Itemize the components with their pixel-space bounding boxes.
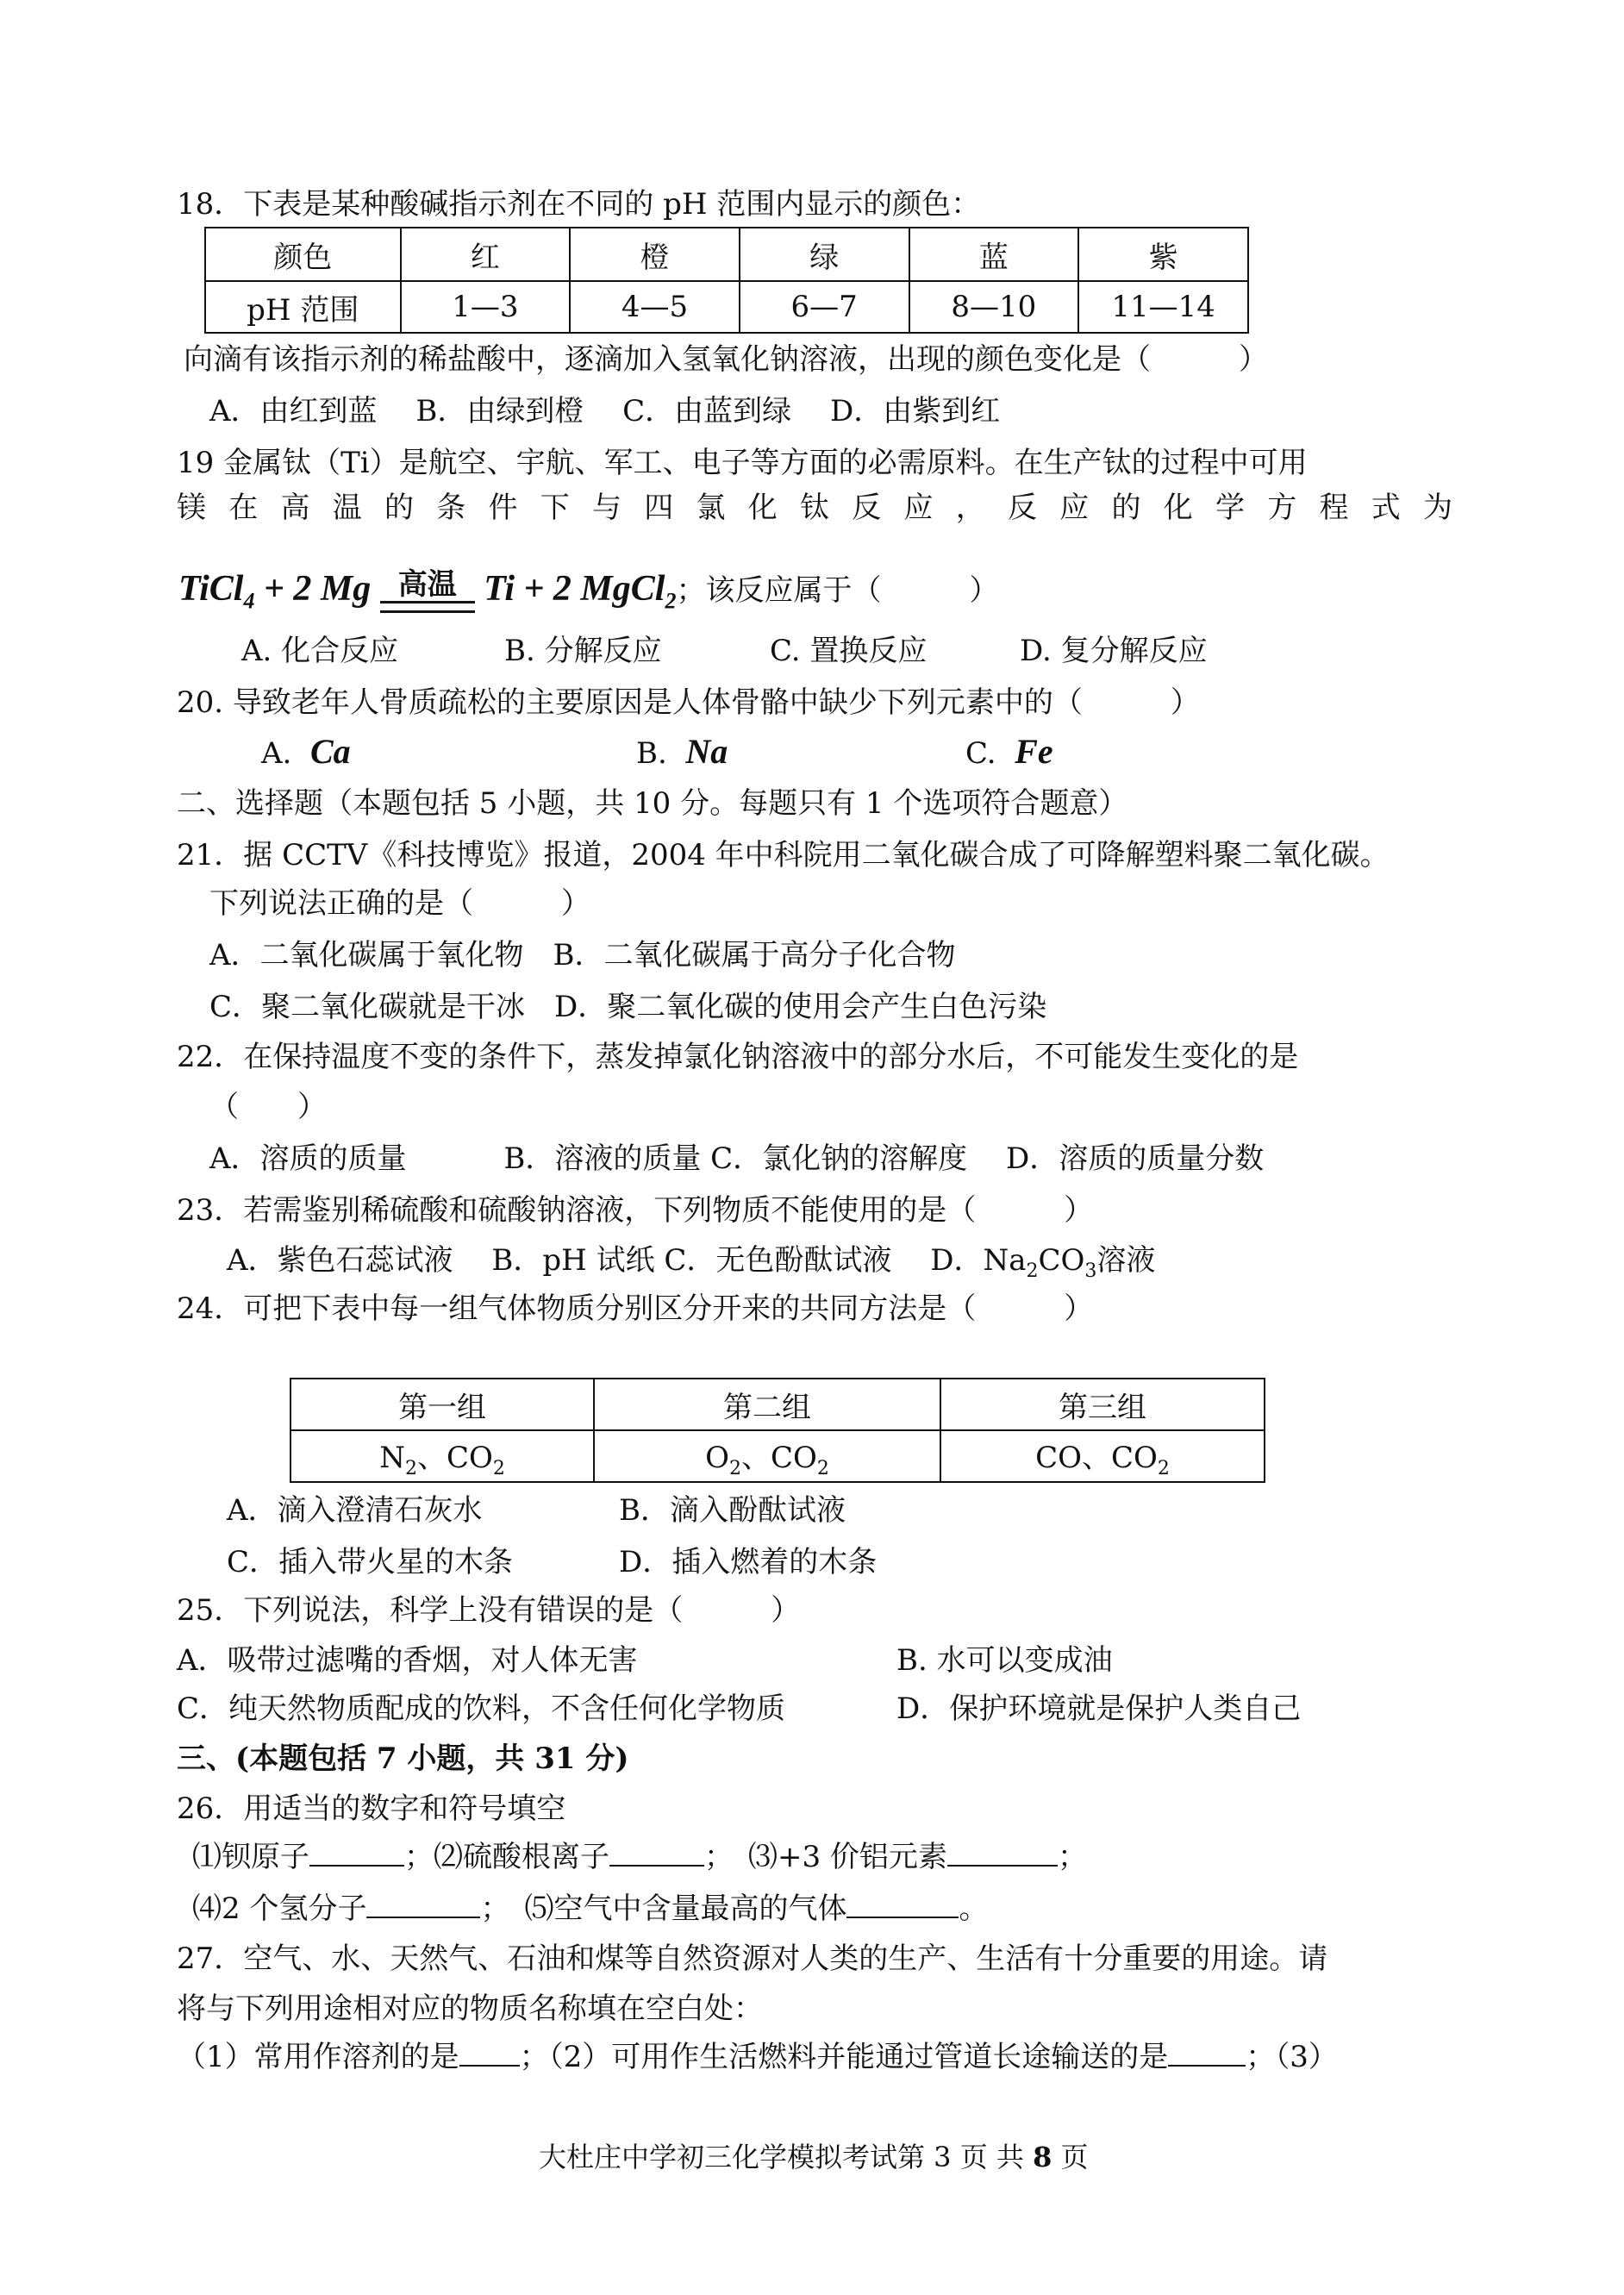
table-cell: 1—3: [401, 281, 571, 333]
table-cell: 红: [401, 228, 571, 281]
q21-options-cd: C．聚二氧化碳就是干冰 D．聚二氧化碳的使用会产生白色污染: [209, 990, 1047, 1024]
q27-line3: （1）常用作溶剂的是 ；（2）可用作生活燃料并能通过管道长途输送的是 ；（3）: [177, 2040, 1338, 2074]
table-cell: 颜色: [205, 228, 401, 281]
table-cell: 橙: [570, 228, 740, 281]
q20-option-a: A. Ca: [261, 732, 351, 771]
q19-line2: 镁 在 高 温 的 条 件 下 与 四 氯 化 钛 反 应 ， 反 应 的 化 学 方 程 式 为: [177, 491, 1452, 525]
table-cell: 4—5: [570, 281, 740, 333]
table-cell: $N_2$、$CO_2$: [290, 1430, 594, 1482]
page-footer: 大杜庄中学初三化学模拟考试第 3 页 共 8 页: [539, 2141, 1089, 2173]
q19-option-b: B. 分解反应: [504, 634, 662, 668]
q19-line1: 19 金属钛（Ti）是航空、宇航、军工、电子等方面的必需原料。在生产钛的过程中可用: [177, 446, 1308, 480]
q18-ph-table: [204, 227, 1249, 334]
q22-line2: （ ）: [209, 1090, 327, 1124]
q19-equation: TiCl$_4$ + 2 Mg 高温 Ti + 2 MgCl$_2$；该反应属于（ ）: [178, 567, 999, 614]
q24-option-b: B．滴入酚酞试液: [619, 1493, 846, 1528]
table-cell: 紫: [1078, 228, 1248, 281]
answer-blank[interactable]: [947, 1839, 1058, 1867]
q24-option-c: C．插入带火星的木条: [227, 1545, 514, 1579]
q27-line1: 27．空气、水、天然气、石油和煤等自然资源对人类的生产、生活有十分重要的用途。请: [177, 1942, 1328, 1976]
table-cell: 第三组: [940, 1379, 1265, 1430]
q24-option-d: D．插入燃着的木条: [619, 1545, 878, 1579]
q21-line2: 下列说法正确的是（ ）: [209, 886, 590, 921]
table-cell: 蓝: [909, 228, 1079, 281]
q19-option-d: D. 复分解反应: [1020, 634, 1208, 668]
q22-line1: 22．在保持温度不变的条件下，蒸发掉氯化钠溶液中的部分水后，不可能发生变化的是: [177, 1040, 1299, 1074]
table-cell: $O_2$、$CO_2$: [594, 1430, 940, 1482]
table-cell: 第一组: [290, 1379, 594, 1430]
q25-option-b: B. 水可以变成油: [896, 1643, 1113, 1678]
section-2-heading: 二、选择题（本题包括 5 小题，共 10 分。每题只有 1 个选项符合题意）: [177, 786, 1128, 821]
q26-blanks-row2: ⑷2 个氢分子 ； ⑸空气中含量最高的气体 。: [192, 1892, 989, 1926]
q23-stem: 23．若需鉴别稀硫酸和硫酸钠溶液，下列物质不能使用的是（ ）: [177, 1193, 1094, 1228]
answer-blank[interactable]: [309, 1839, 404, 1867]
q20-stem: 20. 导致老年人骨质疏松的主要原因是人体骨骼中缺少下列元素中的（ ）: [177, 685, 1200, 720]
answer-blank[interactable]: [846, 1891, 959, 1918]
table-cell: 6—7: [740, 281, 909, 333]
table-cell: 绿: [740, 228, 909, 281]
q20-option-c: C. Fe: [965, 732, 1053, 771]
answer-blank[interactable]: [1168, 2039, 1246, 2067]
q21-options-ab: A．二氧化碳属于氧化物 B．二氧化碳属于高分子化合物: [209, 938, 956, 972]
table-cell: pH 范围: [205, 281, 401, 333]
q18-options: A．由红到蓝 B．由绿到橙 C．由蓝到绿 D．由紫到红: [209, 394, 1001, 428]
table-cell: 第二组: [594, 1379, 940, 1430]
reaction-condition: 高温: [380, 570, 475, 613]
answer-blank[interactable]: [366, 1891, 480, 1918]
answer-blank[interactable]: [459, 2039, 520, 2067]
q24-option-a: A．滴入澄清石灰水: [227, 1493, 483, 1528]
q19-option-c: C. 置换反应: [770, 634, 928, 668]
q26-stem: 26．用适当的数字和符号填空: [177, 1792, 566, 1826]
q24-stem: 24．可把下表中每一组气体物质分别区分开来的共同方法是（ ）: [177, 1291, 1094, 1326]
q18-question: 向滴有该指示剂的稀盐酸中，逐滴加入氢氧化钠溶液，出现的颜色变化是（ ）: [184, 342, 1268, 377]
table-cell: 8—10: [909, 281, 1079, 333]
q25-stem: 25．下列说法，科学上没有错误的是（ ）: [177, 1593, 801, 1628]
q26-blanks-row1: ⑴钡原子 ；⑵硫酸根离子 ； ⑶+3 价铝元素 ；: [192, 1840, 1087, 1874]
q21-line1: 21．据 CCTV《科技博览》报道，2004 年中科院用二氧化碳合成了可降解塑料聚二氧化碳。: [177, 838, 1390, 872]
q27-line2: 将与下列用途相对应的物质名称填在空白处：: [177, 1992, 763, 2026]
q18-stem: 18．下表是某种酸碱指示剂在不同的 pH 范围内显示的颜色：: [177, 187, 981, 222]
q24-gas-table: [290, 1378, 1265, 1483]
q25-option-c: C．纯天然物质配成的饮料，不含任何化学物质: [177, 1692, 786, 1726]
q22-options: A．溶质的质量 B．溶液的质量 C．氯化钠的溶解度 D．溶质的质量分数: [209, 1141, 1265, 1176]
q23-options: A．紫色石蕊试液 B．pH 试纸 C．无色酚酞试液 D．$Na_2CO_3$溶液: [227, 1243, 1156, 1282]
answer-blank[interactable]: [609, 1839, 704, 1867]
q19-option-a: A. 化合反应: [241, 634, 399, 668]
q25-option-a: A．吸带过滤嘴的香烟，对人体无害: [177, 1643, 638, 1678]
section-3-heading: 三、(本题包括 7 小题，共 31 分): [177, 1742, 629, 1776]
q25-option-d: D．保护环境就是保护人类自己: [896, 1692, 1302, 1726]
table-cell: 11—14: [1078, 281, 1248, 333]
table-cell: CO、$CO_2$: [940, 1430, 1265, 1482]
q20-option-b: B. Na: [636, 732, 728, 771]
